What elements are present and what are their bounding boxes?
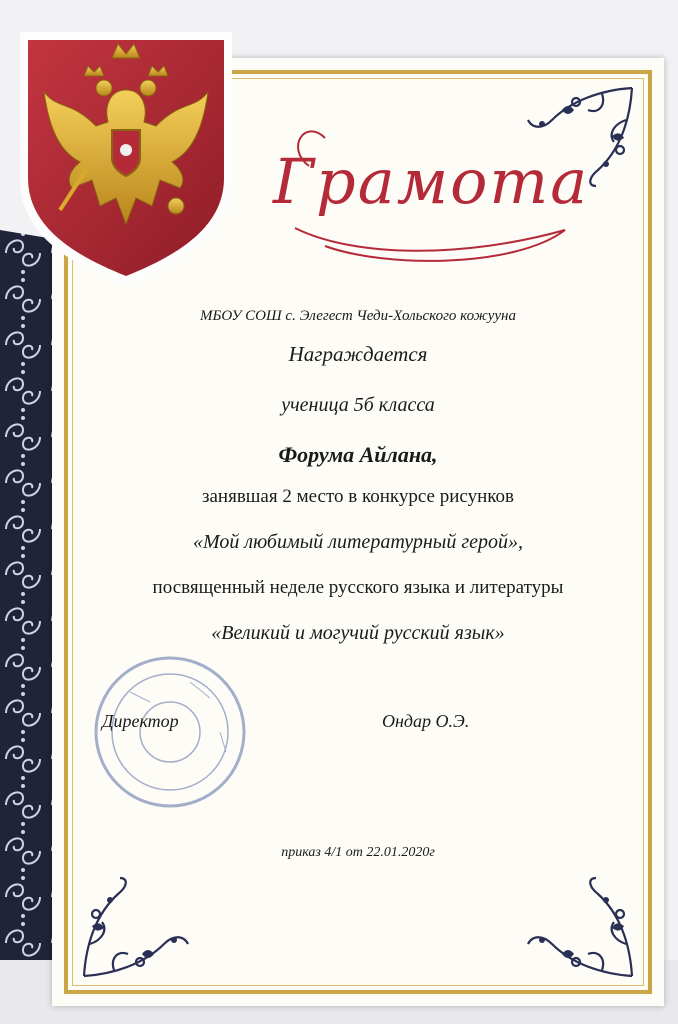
student-class: ученица 5б класса xyxy=(281,394,435,416)
director-name: Ондар О.Э. xyxy=(382,711,470,731)
place-text: занявшая 2 место в конкурсе рисунков xyxy=(201,486,514,507)
title-text: Грамота xyxy=(273,145,590,218)
student-name: Форума Айлана, xyxy=(278,442,438,467)
certificate-title xyxy=(265,108,595,268)
ornament-corner-icon xyxy=(502,864,642,984)
stamp-icon xyxy=(90,652,250,812)
contest-theme: «Мой любимый литературный герой», xyxy=(192,531,524,553)
coat-of-arms-icon xyxy=(0,10,240,295)
dedication-text: посвященный неделе русского языка и литературы xyxy=(152,577,564,598)
week-name: «Великий и могучий русский язык» xyxy=(211,622,505,644)
ornament-corner-icon xyxy=(74,864,214,984)
school-name: МБОУ СОШ с. Элегест Чеди-Хольского кожууна xyxy=(200,308,516,324)
director-label: Директор xyxy=(102,711,179,731)
awarded-heading: Награждается xyxy=(288,342,428,366)
order-reference: приказ 4/1 от 22.01.2020г xyxy=(281,845,435,860)
